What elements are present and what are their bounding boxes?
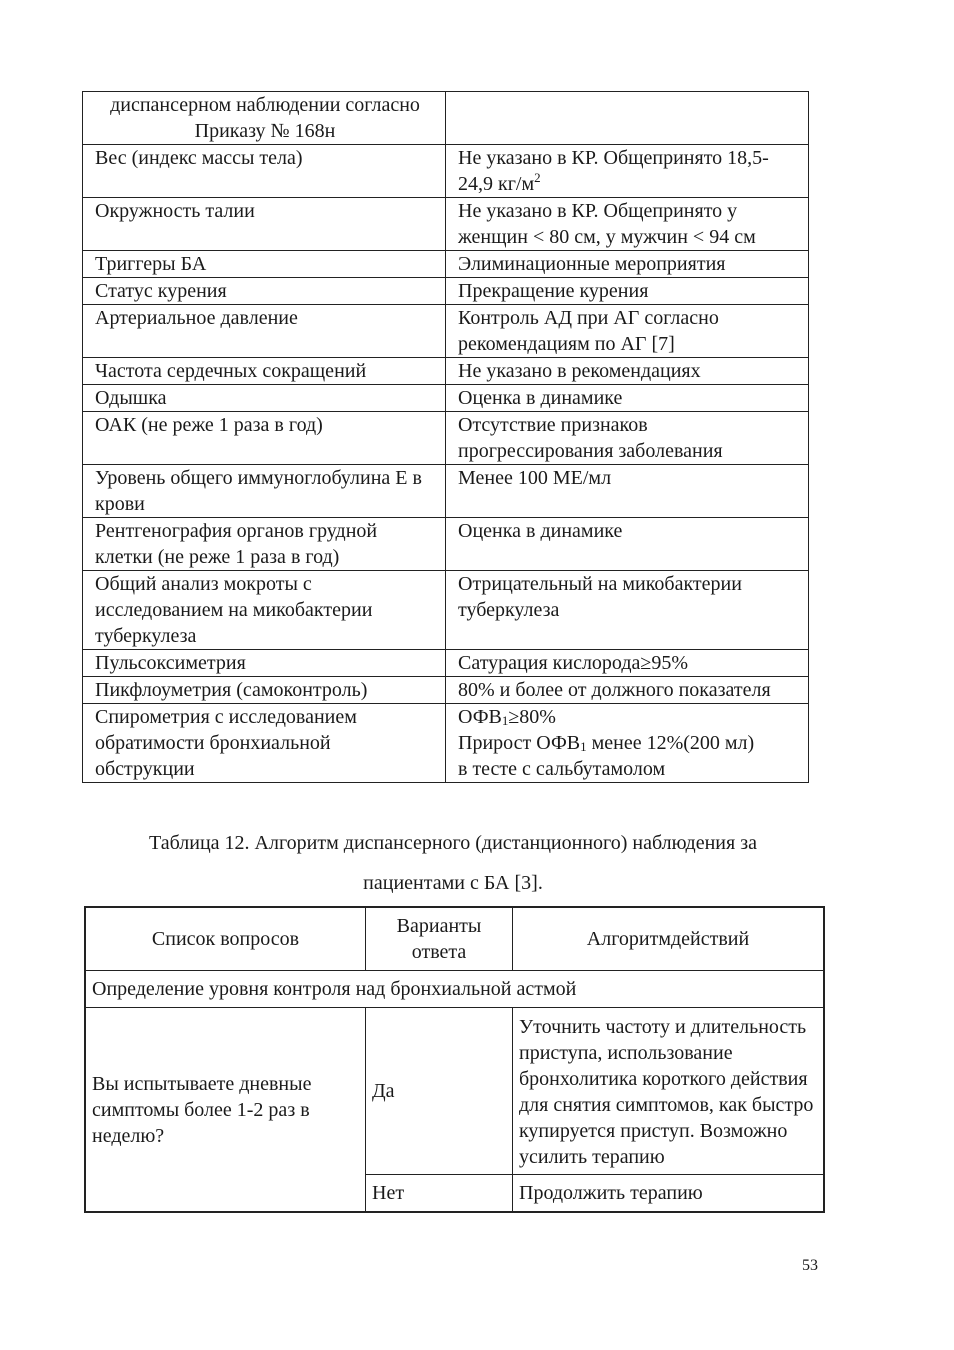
target-cell: [446, 305, 809, 358]
param-cell: Пульсоксиметрия: [83, 650, 446, 677]
target-text: Элиминационные мероприятия: [458, 253, 726, 275]
page-number: 53: [802, 1257, 818, 1274]
param-cell: Спирометрия с исследованием обратимости бронхиальной обструкции: [83, 704, 446, 783]
table-caption: Таблица 12. Алгоритм диспансерного (дистанционного) наблюдения за: [149, 832, 757, 854]
table-row: [83, 518, 809, 571]
target-cell: [446, 704, 809, 783]
table-row: [83, 358, 809, 385]
target-cell: [446, 650, 809, 677]
param-cell: Общий анализ мокроты с исследованием на микобактерии туберкулеза: [83, 571, 446, 650]
table-row: [83, 251, 809, 278]
target-text: Оценка в динамике: [458, 520, 623, 542]
target-text: Сатурация кислорода≥95%: [458, 652, 689, 674]
target-text: Менее 100 МЕ/мл: [458, 467, 612, 489]
target-cell: [446, 358, 809, 385]
target-cell: [446, 251, 809, 278]
param-cell: Частота сердечных сокращений: [83, 358, 446, 385]
header-questions: Список вопросов: [85, 907, 366, 971]
table-row: [83, 571, 809, 650]
answer-cell: Нет: [366, 1175, 513, 1213]
table-row: [83, 145, 809, 198]
table-row: [83, 650, 809, 677]
action-cell: Продолжить терапию: [513, 1175, 825, 1213]
table-row: [83, 92, 809, 145]
monitoring-parameters-table: [82, 91, 809, 783]
header-actions: Алгоритмдействий: [513, 907, 825, 971]
target-cell: [446, 571, 809, 650]
param-cell: Окружность талии: [83, 198, 446, 251]
target-text: Не указано в рекомендациях: [458, 360, 701, 382]
param-cell: Артериальное давление: [83, 305, 446, 358]
param-cell: ОАК (не реже 1 раза в год): [83, 412, 446, 465]
target-text: Прекращение курения: [458, 280, 649, 302]
table-row: [85, 1008, 824, 1175]
param-cell: диспансерном наблюдении согласно Приказу № 168н: [83, 92, 446, 145]
table-caption-continued: пациентами с БА [3].: [363, 872, 543, 894]
question-cell: Вы испытываете дневные симптомы более 1-2 раз в неделю?: [85, 1008, 366, 1213]
target-text: Оценка в динамике: [458, 387, 623, 409]
target-cell: [446, 518, 809, 571]
target-cell: [446, 145, 809, 198]
target-cell: [446, 198, 809, 251]
answer-cell: Да: [366, 1008, 513, 1175]
target-line: ОФВ1≥80%: [458, 706, 556, 728]
param-cell: Одышка: [83, 385, 446, 412]
table-row: [83, 677, 809, 704]
follow-up-algorithm-table: [84, 906, 825, 1213]
table-row: [83, 385, 809, 412]
target-text: Не указано в КР. Общепринято у женщин < 80 см, у мужчин < 94 см: [458, 200, 756, 248]
target-text: Отрицательный на микобактерии туберкулеза: [458, 573, 742, 621]
param-cell: Триггеры БА: [83, 251, 446, 278]
param-cell: Рентгенография органов грудной клетки (не реже 1 раза в год): [83, 518, 446, 571]
target-cell: [446, 278, 809, 305]
table-row: [83, 278, 809, 305]
section-title: Определение уровня контроля над бронхиальной астмой: [85, 971, 824, 1008]
target-text: Не указано в КР. Общепринято 18,5-24,9 кг/м: [458, 147, 769, 195]
target-cell: [446, 465, 809, 518]
target-cell: [446, 385, 809, 412]
target-text: Отсутствие признаков прогрессирования заболевания: [458, 414, 723, 462]
table-row: [83, 704, 809, 783]
action-cell: Уточнить частоту и длительность приступа, использование бронхолитика короткого действия для снятия симптомов, как быстро купируется приступ. Возможно усилить терапию: [513, 1008, 825, 1175]
target-text: 80% и более от должного показателя: [458, 679, 771, 701]
target-cell: [446, 92, 809, 145]
param-cell: Уровень общего иммуноглобулина Е в крови: [83, 465, 446, 518]
target-cell: [446, 412, 809, 465]
target-cell: [446, 677, 809, 704]
target-text: Контроль АД при АГ согласно рекомендациям по АГ [7]: [458, 307, 719, 355]
table-row: [83, 412, 809, 465]
header-row: [85, 907, 824, 971]
target-line: Прирост ОФВ1 менее 12%(200 мл): [458, 732, 755, 754]
table-row: [83, 305, 809, 358]
section-row: [85, 971, 824, 1008]
header-answers: Варианты ответа: [366, 907, 513, 971]
table-row: [83, 198, 809, 251]
superscript: 2: [534, 170, 541, 185]
param-cell: Пикфлоуметрия (самоконтроль): [83, 677, 446, 704]
table-row: [83, 465, 809, 518]
param-cell: Статус курения: [83, 278, 446, 305]
param-cell: Вес (индекс массы тела): [83, 145, 446, 198]
target-line: в тесте с сальбутамолом: [458, 758, 666, 780]
